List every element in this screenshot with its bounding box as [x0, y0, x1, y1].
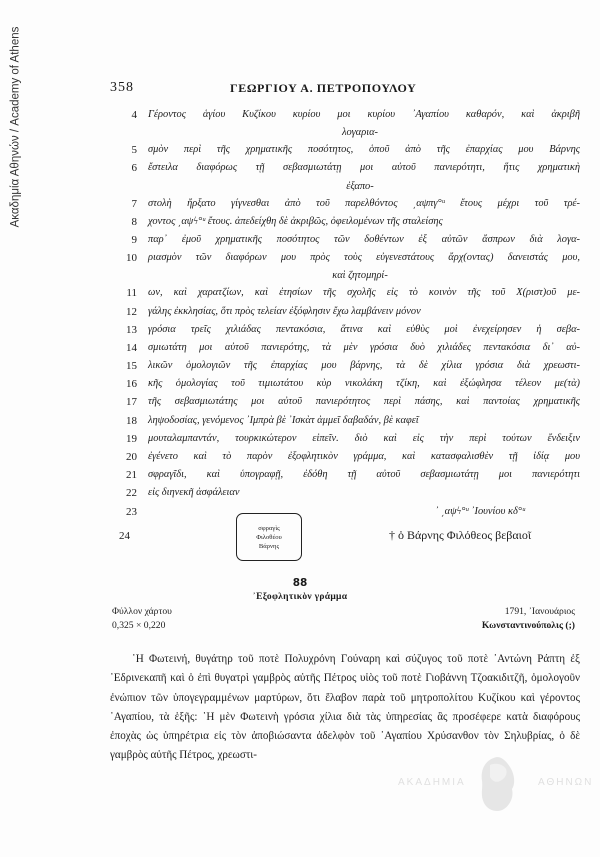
line-number: 11	[126, 287, 137, 300]
line-number: 10	[126, 252, 137, 265]
line-number: 16	[126, 378, 137, 391]
line-number: 4	[131, 109, 137, 121]
seal-box	[236, 513, 302, 561]
document-physical-metadata	[112, 605, 172, 633]
line-text: λογαρια-	[341, 127, 379, 139]
text-line	[126, 430, 580, 448]
line-number: 20	[126, 451, 137, 463]
athena-head-icon	[476, 755, 518, 815]
line-text: ᾿ ͵αψϟ°ᵘ ᾿Ιουνίου κδ°ᵘ	[435, 505, 525, 517]
text-line	[131, 195, 580, 213]
text-line	[126, 412, 580, 430]
text-line	[126, 375, 580, 393]
document-number: 88	[292, 577, 308, 589]
line-text: σμιωτάτη μοι αὐτοῦ πανιερότης, τὰ μὲν γρόσια δυὸ χιλιάδες πεντακόσια δι᾿ αὐ-	[148, 341, 580, 353]
line-text: ων, καὶ χαρατζίων, καὶ ἐτησίων τῆς σχολῆς εἰς τὸ κοινὸν τῆς τοῦ Χ(ριστ)οῦ με-	[148, 287, 580, 299]
side-watermark	[4, 12, 26, 242]
line-text: ληψοδοσίας, γενόμενος ᾿Ιμπρὰ βὲ ᾿Ισκὰτ ἀμμεῖ δαβαδάν, βὲ καφεῖ	[148, 414, 419, 426]
seal-line: Φιλοθέου	[256, 533, 282, 541]
text-line	[126, 249, 580, 267]
text-line	[126, 284, 580, 302]
line-text: σμὸν περὶ τῆς χρηματικῆς ποσότητος, ὁποῦ ἀπὸ τῆς ἐπαρχίας μου Βάρνης	[148, 144, 580, 156]
line-number: 24	[119, 530, 130, 542]
seal-line: σφραγὶς	[258, 524, 280, 532]
watermark-text-left: ΑΚΑΔΗΜΙΑ	[398, 777, 466, 788]
text-line	[131, 106, 580, 124]
line-number: 14	[126, 341, 137, 354]
line-number: 9	[131, 233, 137, 246]
document-summary: ῾Η Φωτεινή, θυγάτηρ τοῦ ποτὲ Πολυχρόνη Γούναρη καὶ σύζυγος τοῦ ποτὲ ᾿Αντώνη Ράπτη ἐξ ᾿Εδρινεκαπῆ καὶ ὁ ἐπὶ θυγατρὶ γαμβρὸς αὐτῆς Πέτρος υἱὸς τοῦ ποτὲ Γιοβάννη Τζοακιδιτζῆ, ὁμολογοῦν ἐνώπιον τῶν ὑπογεγραμμένων μαρτύρων, ὅτι ἔλαβον παρὰ τοῦ μητροπολίτου Κυζίκου καὶ γέροντος ᾿Αγαπίου, τὰ ἑξῆς: ῾Η μὲν Φωτεινὴ γρόσια χίλια διὰ τὰς ὑπηρεσίας ἃς προσέφερε κατὰ διαφόρους ἐποχὰς ὡς ὑπηρέτρια εἰς τὸν ἀποβιώσαντα ἀδελφὸν τοῦ ᾿Αγαπίου Χρύσανθον τὸν Σηλυβρίας, ὁ δὲ γαμβρὸς αὐτῆς Πέτρος, χρεωστι-	[110, 653, 580, 762]
line-text: χοντος ͵αψϟ°ᵘ ἔτους. ἀπεδείχθη δὲ ἀκριβῶς, ὀφειλομένων τῆς σταλείσης	[148, 215, 443, 227]
text-line	[126, 448, 580, 466]
line-number: 19	[126, 432, 137, 445]
text-line	[126, 466, 580, 484]
line-text: γάλης ἐκκλησίας, ὅτι πρὸς τελείαν ἐξόφλησιν ἔχω λαμβάνειν μόνον	[148, 305, 421, 317]
signature-text: † ὁ Βάρνης Φιλόθεος βεβαιοῖ	[389, 528, 532, 542]
text-line	[126, 357, 580, 375]
line-text: μουταλαμπαντάν, τουρκικώτερον εἰπεῖν. διὸ καὶ εἰς τὴν περὶ τούτων ἔνδειξιν	[148, 432, 580, 444]
document-title: ᾿Εξοφλητικὸν γράμμα	[252, 592, 348, 602]
line-number: 18	[126, 414, 137, 427]
line-number: 21	[126, 469, 137, 482]
line-number: 6	[131, 162, 137, 175]
line-text: Γέροντος ἁγίου Κυζίκου κυρίου μοι κυρίου ᾿Αγαπίου καθαρόν, καὶ ἀκριβῆ	[148, 109, 580, 120]
running-title: ΓΕΩΡΓΙΟΥ Α. ΠΕΤΡΟΠΟΥΛΟΥ	[230, 81, 417, 95]
line-text: στολὴ ἤρξατο γίγνεσθαι ἀπὸ τοῦ παρελθόντος ͵αψπγ°ᵘ ἔτους μέχρι τοῦ τρέ-	[148, 197, 580, 209]
text-line	[131, 213, 580, 231]
line-number: 8	[131, 215, 137, 228]
text-line	[126, 393, 580, 411]
line-text: λικῶν ὁμολογιῶν τῆς ἐπαρχίας μου βάρνης, τὰ δὲ χίλια γρόσια διὰ χρεωστι-	[148, 360, 580, 372]
document-text-lines	[126, 106, 580, 521]
watermark-text-right: ΑΘΗΝΩΝ	[538, 777, 594, 788]
line-number: 23	[126, 505, 137, 518]
line-number: 5	[131, 144, 137, 157]
seal-line: Βάρνης	[258, 542, 280, 550]
line-text: ἐξαπο-	[346, 180, 374, 192]
text-line	[126, 321, 580, 339]
line-text: εἰς διηνεκῆ ἀσφάλειαν	[148, 487, 240, 499]
text-line	[131, 159, 580, 177]
line-continuation	[140, 267, 580, 284]
text-line	[126, 303, 580, 321]
line-number: 17	[126, 396, 137, 409]
material: Φύλλον χάρτου	[112, 606, 172, 617]
line-text: παρ᾿ ἐμοῦ χρηματικῆς ποσότητος τῶν δοθέντων ἐξ αὐτῶν ἄσπρων διὰ λογα-	[148, 233, 580, 245]
line-text: τῆς σεβασμιωτάτης μοι αὐτοῦ πανιερότητος περὶ πάσης, καὶ παντοίας χρηματικῆς	[148, 396, 580, 408]
document-place: Κωνσταντινούπολις (;)	[481, 620, 575, 631]
line-text: κῆς ὁμολογίας τοῦ τιμιωτάτου κὺρ νικολάκη τζίκη, καὶ ἐξώφλησα τέλεον με(τὰ)	[148, 378, 580, 390]
line-number: 13	[126, 323, 137, 336]
line-number: 7	[131, 197, 137, 210]
line-text: καὶ ζητομηρί-	[332, 270, 388, 282]
line-continuation	[140, 124, 580, 141]
line-number: 22	[126, 487, 137, 500]
text-line	[131, 231, 580, 249]
line-text: σφραγῖδι, καὶ ὑπογραφῇ, ἐδόθη τῇ αὐτοῦ σεβασμιωτάτῃ μοι πανιερότητι	[148, 469, 580, 481]
running-head	[110, 80, 580, 100]
line-text: γρόσια τρεῖς χιλιάδας πεντακόσια, ἅτινα καὶ εὐθὺς μοὶ ἐνεχείρησεν ἡ σεβα-	[148, 323, 580, 335]
page-number: 358	[110, 80, 134, 95]
dimensions: 0,325 × 0,220	[112, 620, 166, 631]
document-date-place	[482, 605, 575, 633]
text-line	[126, 484, 580, 502]
document-date: 1791, ᾿Ιανουάριος	[504, 606, 575, 617]
line-number: 12	[126, 305, 137, 318]
text-line	[126, 339, 580, 357]
line-text: ριασμὸν τῶν διαφόρων μου πρὸς τοὺς εὐγενεστάτους ἄρχ(οντας) δανειστάς μου,	[148, 252, 580, 264]
academy-watermark	[398, 757, 598, 827]
line-number: 15	[126, 360, 137, 373]
side-watermark-text: Ακαδημία Αθηνών / Academy of Athens	[9, 26, 22, 228]
text-line	[131, 141, 580, 159]
signature-row	[119, 510, 579, 566]
line-continuation	[140, 178, 580, 195]
line-text: ἔστειλα διαφόρως τῇ σεβασμιωτάτῃ μοι αὐτοῦ πανιερότητι, ἥτις χρηματικὴ	[148, 162, 580, 174]
line-text: ἐγένετο καὶ τὸ παρὸν ἐξοφλητικὸν γράμμα, καὶ κατασφαλισθὲν τῇ ἰδίᾳ μου	[148, 451, 580, 462]
